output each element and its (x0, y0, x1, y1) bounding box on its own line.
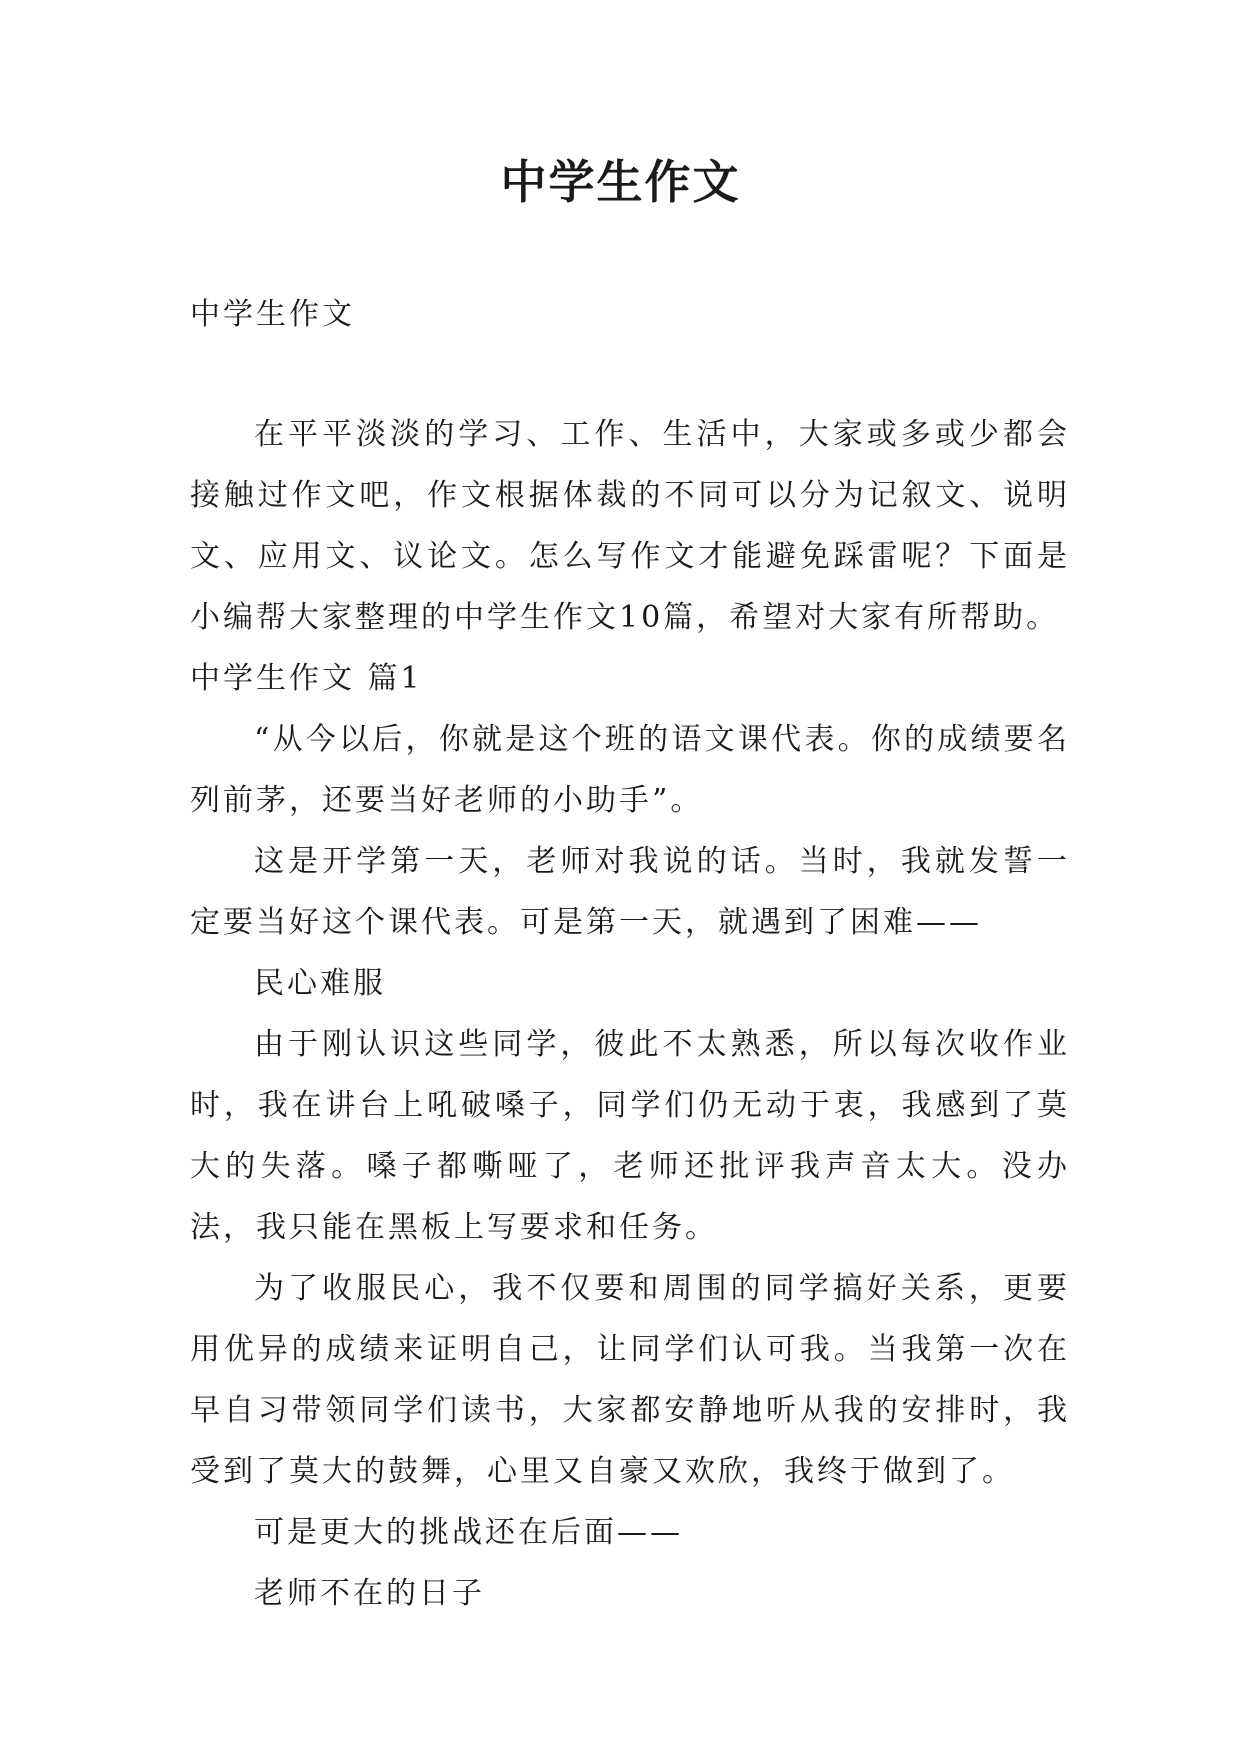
paragraph: 由于刚认识这些同学，彼此不太熟悉，所以每次收作业时，我在讲台上吼破嗓子，同学们仍无动于衷，我感到了莫大的失落。嗓子都嘶哑了，老师还批评我声音太大。没办法，我只能在黑板上写要求和任务。 (190, 1027, 1070, 1245)
subheading-minxin: 民心难服 (254, 966, 386, 1001)
paragraph-intro: 在平平淡淡的学习、工作、生活中，大家或多或少都会接触过作文吧，作文根据体裁的不同可以分为记叙文、说明文、应用文、议论文。怎么写作文才能避免踩雷呢？下面是小编帮大家整理的中学生作文10篇，希望对大家有所帮助。 (190, 417, 1070, 635)
paragraph: “从今以后，你就是这个班的语文课代表。你的成绩要名列前茅，还要当好老师的小助手”。 (190, 722, 1070, 818)
paragraph: 这是开学第一天，老师对我说的话。当时，我就发誓一定要当好这个课代表。可是第一天，就遇到了困难—— (190, 844, 1070, 940)
section-heading: 中学生作文 篇1 (190, 661, 423, 696)
document-title: 中学生作文 (500, 155, 741, 209)
subheading-teacher-absent: 老师不在的日子 (254, 1576, 485, 1611)
document-subtitle: 中学生作文 (190, 297, 355, 332)
document-body (190, 404, 1070, 1624)
paragraph: 可是更大的挑战还在后面—— (254, 1515, 683, 1550)
paragraph: 为了收服民心，我不仅要和周围的同学搞好关系，更要用优异的成绩来证明自己，让同学们认可我。当我第一次在早自习带领同学们读书，大家都安静地听从我的安排时，我受到了莫大的鼓舞，心里又自豪又欢欣，我终于做到了。 (190, 1271, 1070, 1489)
